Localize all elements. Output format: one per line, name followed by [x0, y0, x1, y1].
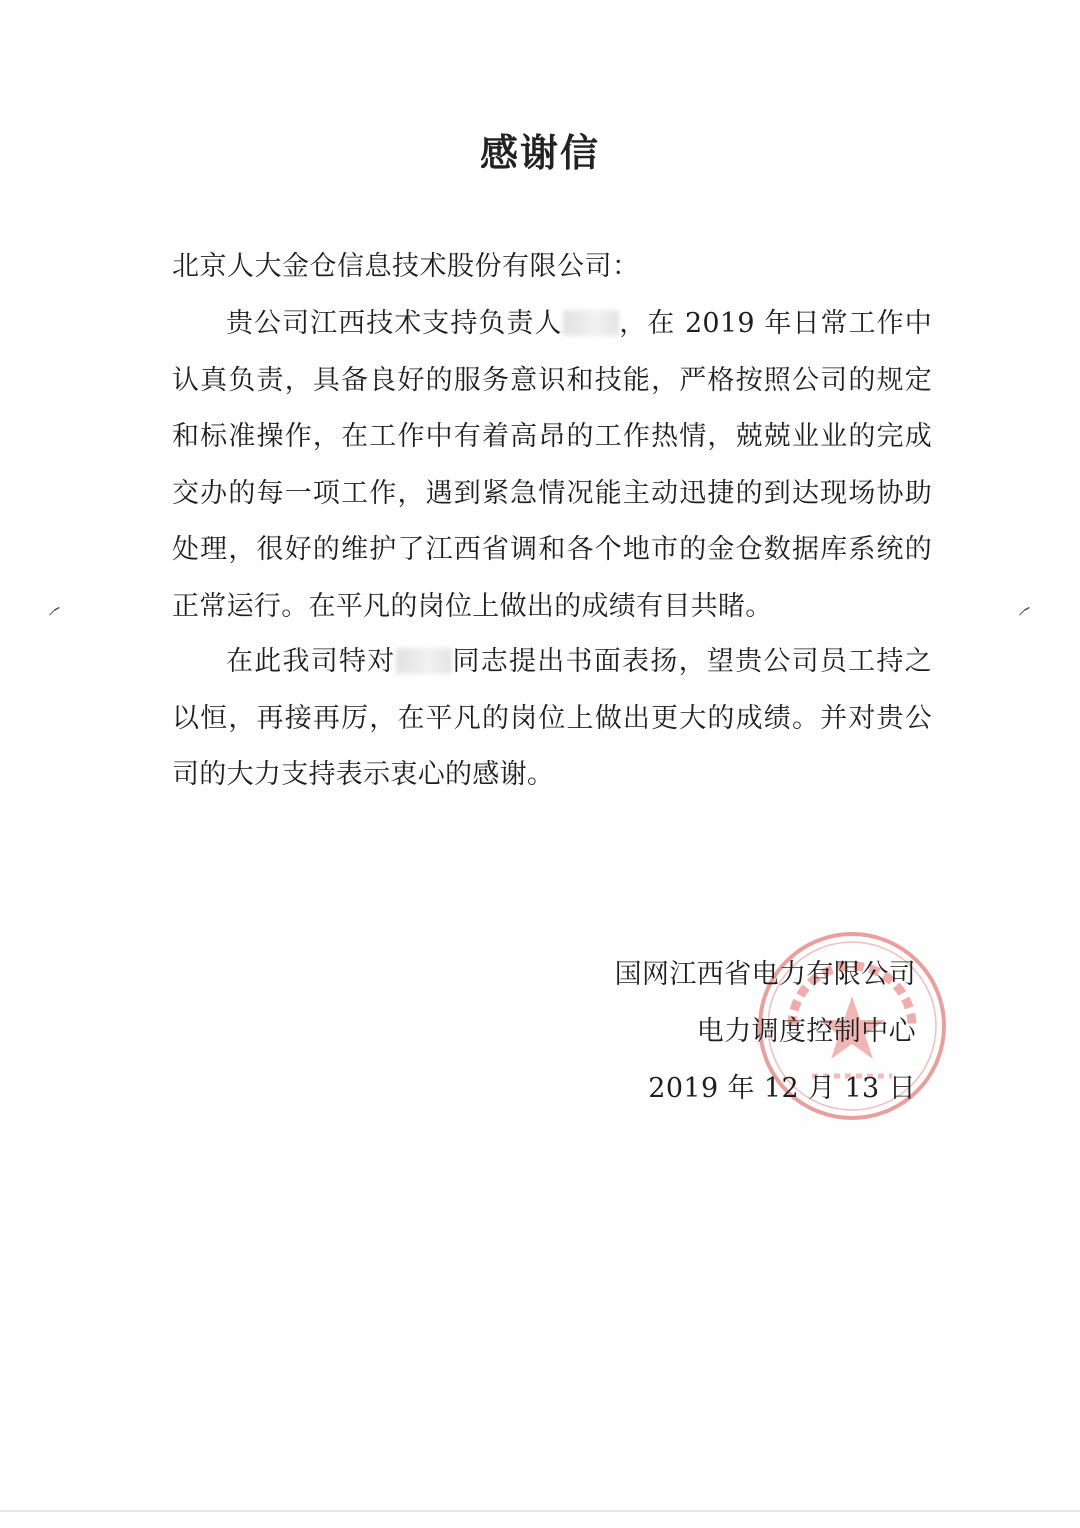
para1-text-before: 贵公司江西技术支持负责人: [226, 308, 563, 339]
body-paragraph-2: [172, 634, 932, 804]
salutation: 北京人大金仓信息技术股份有限公司：: [172, 251, 640, 282]
para2-text-after: 同志提出书面表扬，望贵公司员工持之以恒，再接再厉，在平凡的岗位上做出更大的成绩。并对贵公司的大力支持表示衷心的感谢。: [172, 646, 932, 790]
binding-mark-left: ⸝̷: [48, 598, 57, 619]
para2-text-before: 在此我司特对: [226, 646, 396, 677]
signature-date: 2019 年 12 月 13 日: [648, 1073, 916, 1104]
para1-text-after: ，在 2019 年日常工作中认真负责，具备良好的服务意识和技能，严格按照公司的规定和标准操作，在工作中有着高昂的工作热情，兢兢业业的完成交办的每一项工作，遇到紧急情况能主动迅捷的到达现场协助处理，很好的维护了江西省调和各个地市的金仓数据库系统的正常运行。在平凡的岗位上做出的成绩有目共睹。: [172, 308, 932, 622]
signature-organization: 国网江西省电力有限公司: [614, 959, 916, 990]
page-bottom-edge: [0, 1510, 1080, 1512]
letter-title: 感谢信: [479, 130, 600, 175]
redacted-name: [563, 310, 619, 336]
body-paragraph-1: [172, 296, 932, 635]
signature-department: 电力调度控制中心: [696, 1016, 916, 1047]
signature-block: [615, 946, 916, 1117]
redacted-name: [396, 648, 452, 674]
binding-mark-right: ⸝̷: [1018, 598, 1027, 619]
